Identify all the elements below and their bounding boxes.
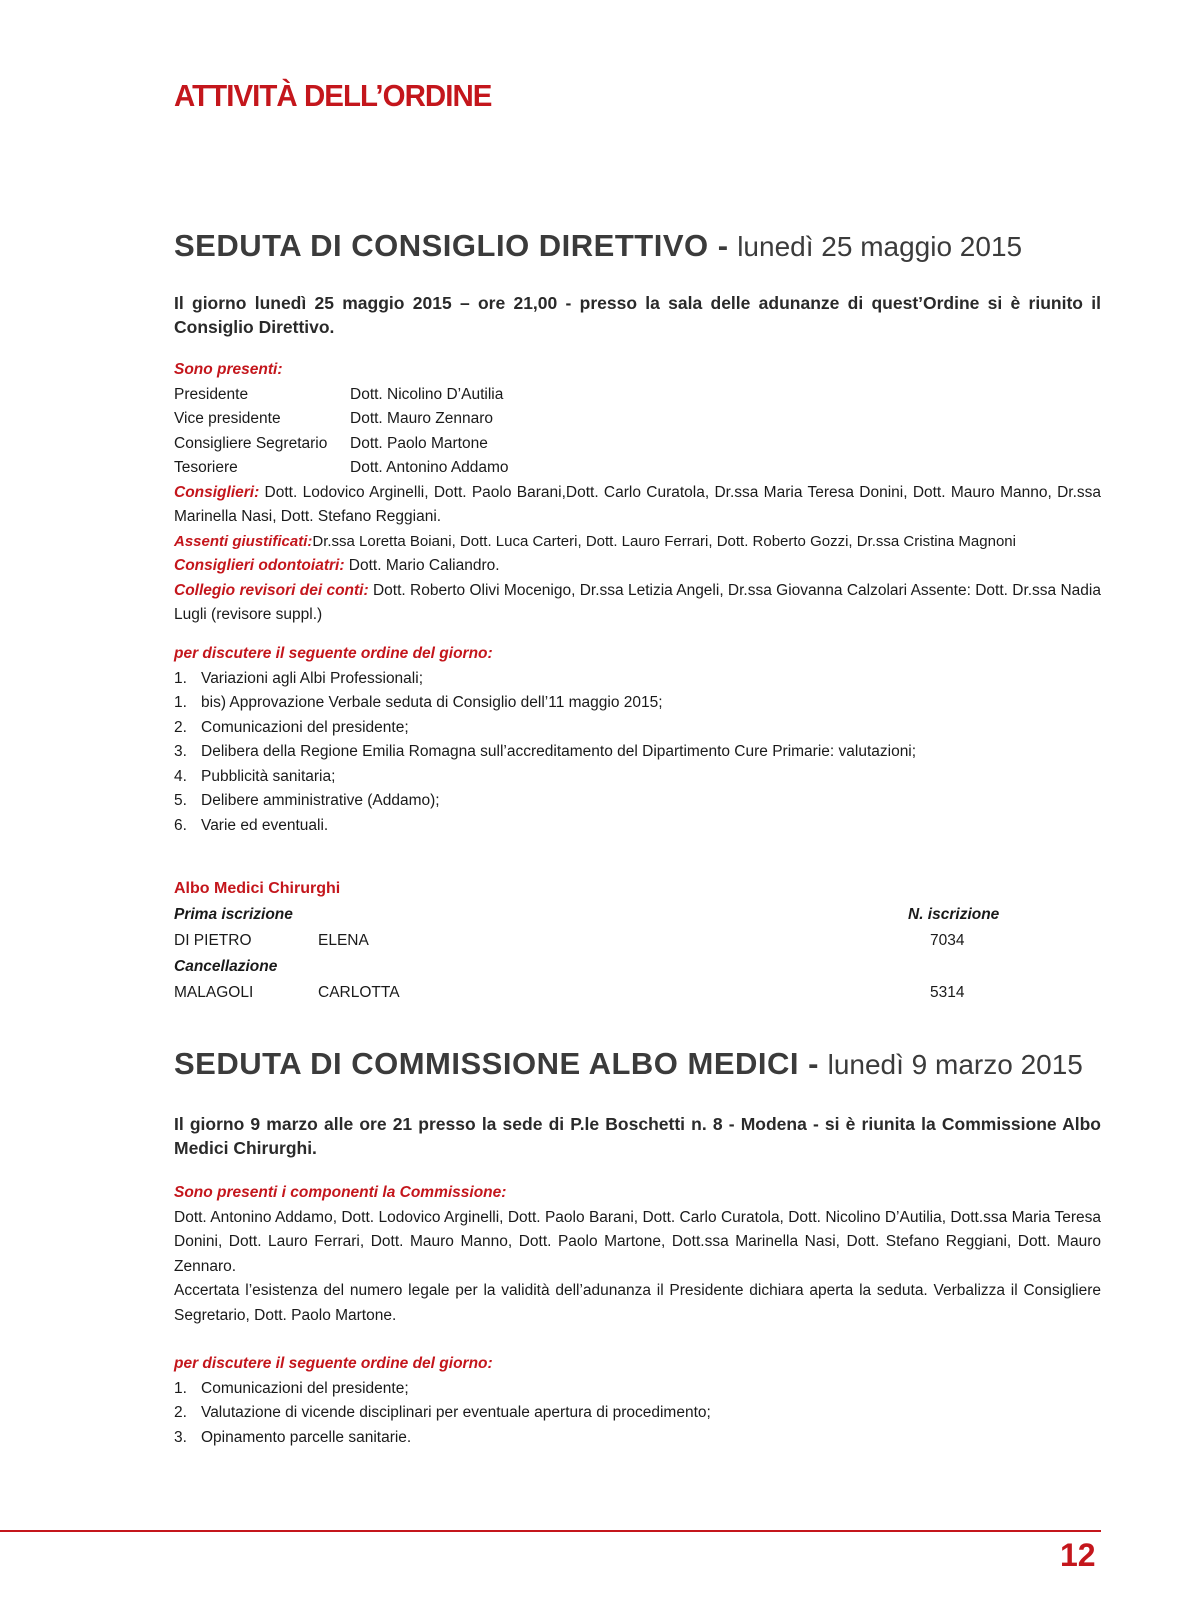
officer-role: Vice presidente: [174, 410, 281, 427]
odg-item: [174, 716, 1101, 741]
prima-iscrizione-label: Prima iscrizione: [174, 906, 293, 923]
canc-number: 5314: [930, 984, 965, 1001]
officer-row: [174, 383, 1101, 408]
odg-text: Pubblicità sanitaria;: [201, 767, 336, 785]
odg-num: 3.: [174, 1428, 187, 1446]
revisori-text: Dott. Roberto Olivi Mocenigo, Dr.ssa Letizia Angeli, Dr.ssa Giovanna Calzolari Assente: Dott. Dr.ssa Nadia Lugli (revisore suppl.): [174, 581, 1101, 623]
odontoiatri-label: Consiglieri odontoiatri:: [174, 557, 345, 574]
prima-name: ELENA: [318, 932, 369, 949]
cancellazione-label: Cancellazione: [174, 958, 278, 975]
prima-surname: DI PIETRO: [174, 932, 252, 949]
revisori-label: Collegio revisori dei conti:: [174, 581, 369, 599]
odg-num: 1.: [174, 694, 187, 711]
seduta2-title-bold: SEDUTA DI COMMISSIONE ALBO MEDICI -: [174, 1046, 819, 1081]
canc-name: CARLOTTA: [318, 984, 400, 1001]
odg-num: 1.: [174, 1379, 187, 1397]
odg-num: 5.: [174, 792, 187, 809]
odg-num: 2.: [174, 718, 187, 736]
odg-text: Valutazione di vicende disciplinari per eventuale apertura di procedimento;: [201, 1404, 711, 1421]
officer-role: Consigliere Segretario: [174, 434, 328, 452]
officer-name: Dott. Antonino Addamo: [350, 459, 509, 476]
seduta1-title-bold: SEDUTA DI CONSIGLIO DIRETTIVO -: [174, 228, 729, 263]
section-header: ATTIVITÀ DELL’ORDINE: [174, 78, 492, 113]
odg-text: Variazioni agli Albi Professionali;: [201, 669, 423, 687]
officer-row: [174, 456, 1101, 481]
odontoiatri-text: Dott. Mario Caliandro.: [344, 557, 500, 574]
assenti-text: Dr.ssa Loretta Boiani, Dott. Luca Carteri, Dott. Lauro Ferrari, Dott. Roberto Gozzi, Dr.ssa Cristina Magnoni: [312, 532, 1016, 550]
odg-num: 2.: [174, 1404, 187, 1421]
presenti-label: Sono presenti i componenti la Commissione:: [174, 1184, 507, 1201]
odg-label: per discutere il seguente ordine del giorno:: [174, 1355, 493, 1372]
footer-divider: [0, 1530, 1101, 1532]
seduta1-presenti-block: [174, 358, 1101, 628]
odg-label: per discutere il seguente ordine del giorno:: [174, 645, 493, 662]
seduta1-intro: Il giorno lunedì 25 maggio 2015 – ore 21,00 - presso la sala delle adunanze di quest’Ordine si è riunito il Consiglio Direttivo.: [174, 293, 1101, 337]
odg-text: Varie ed eventuali.: [201, 816, 329, 834]
seduta1-odg-block: [174, 642, 1101, 838]
accertata-text: Accertata l’esistenza del numero legale per la validità dell’adunanza il Presidente dichiara aperta la seduta. Verbalizza il Consigliere Segretario, Dott. Paolo Martone.: [174, 1282, 1101, 1324]
officer-role: Presidente: [174, 385, 249, 403]
page-number: 12: [1060, 1537, 1096, 1573]
revisori-paragraph: [174, 579, 1101, 628]
assenti-paragraph: [174, 530, 1101, 555]
odg-text: Delibera della Regione Emilia Romagna sull’accreditamento del Dipartimento Cure Primarie: valutazioni;: [201, 743, 917, 760]
odg-item: [174, 789, 1101, 814]
odg-num: 1.: [174, 669, 187, 687]
odg-item: [174, 691, 1101, 716]
consiglieri-paragraph: [174, 481, 1101, 530]
officer-row: [174, 432, 1101, 457]
seduta2-intro: Il giorno 9 marzo alle ore 21 presso la sede di P.le Boschetti n. 8 - Modena - si è riunita la Commissione Albo Medici Chirurghi.: [174, 1114, 1101, 1158]
seduta2-title: [174, 1046, 1101, 1082]
prima-number: 7034: [930, 932, 965, 949]
albo-title: Albo Medici Chirurghi: [174, 880, 341, 897]
odg-item: [174, 740, 1101, 765]
presenti-label: Sono presenti:: [174, 361, 283, 378]
seduta2-title-date: lunedì 9 marzo 2015: [827, 1049, 1083, 1080]
officer-name: Dott. Paolo Martone: [350, 434, 488, 452]
consiglieri-label: Consiglieri:: [174, 483, 260, 501]
seduta1-title: [174, 228, 1101, 264]
canc-surname: MALAGOLI: [174, 984, 254, 1001]
odg-num: 4.: [174, 767, 187, 785]
odg-item: [174, 667, 1101, 692]
odg-text: Comunicazioni del presidente;: [201, 718, 409, 736]
n-iscrizione-label: N. iscrizione: [908, 906, 1000, 923]
odg-num: 3.: [174, 743, 187, 760]
odg-text: Delibere amministrative (Addamo);: [201, 792, 440, 809]
seduta1-title-date: lunedì 25 maggio 2015: [737, 231, 1023, 262]
assenti-label: Assenti giustificati:: [174, 532, 313, 550]
presenti-text: Dott. Antonino Addamo, Dott. Lodovico Arginelli, Dott. Paolo Barani, Dott. Carlo Curatola, Dott. Nicolino D’Autilia, Dott.ssa Maria Teresa Donini, Dott. Lauro Ferrari, Dott. Mauro Manno, Dott. Paolo Martone, Dott.ssa Marinella Nasi, Dott. Stefano Reggiani, Dott. Mauro Zennaro.: [174, 1208, 1101, 1275]
officer-name: Dott. Mauro Zennaro: [350, 410, 494, 427]
odg-item: [174, 1377, 1101, 1402]
seduta2-presenti-block: [174, 1181, 1101, 1328]
odg-item: [174, 814, 1101, 839]
albo-table: [174, 906, 1101, 1006]
officer-row: [174, 407, 1101, 432]
odg-num: 6.: [174, 816, 187, 834]
odg-text: Opinamento parcelle sanitarie.: [201, 1428, 412, 1446]
odontoiatri-paragraph: [174, 554, 1101, 579]
odg-item: [174, 1401, 1101, 1426]
odg-item: [174, 1426, 1101, 1451]
odg-text: Comunicazioni del presidente;: [201, 1379, 409, 1397]
odg-text: bis) Approvazione Verbale seduta di Consiglio dell’11 maggio 2015;: [201, 694, 663, 711]
seduta2-odg-block: [174, 1352, 1101, 1450]
officer-role: Tesoriere: [174, 459, 238, 476]
odg-item: [174, 765, 1101, 790]
officer-name: Dott. Nicolino D’Autilia: [350, 385, 504, 403]
consiglieri-text: Dott. Lodovico Arginelli, Dott. Paolo Barani,Dott. Carlo Curatola, Dr.ssa Maria Teresa Donini, Dott. Mauro Manno, Dr.ssa Marinella Nasi, Dott. Stefano Reggiani.: [174, 483, 1101, 525]
